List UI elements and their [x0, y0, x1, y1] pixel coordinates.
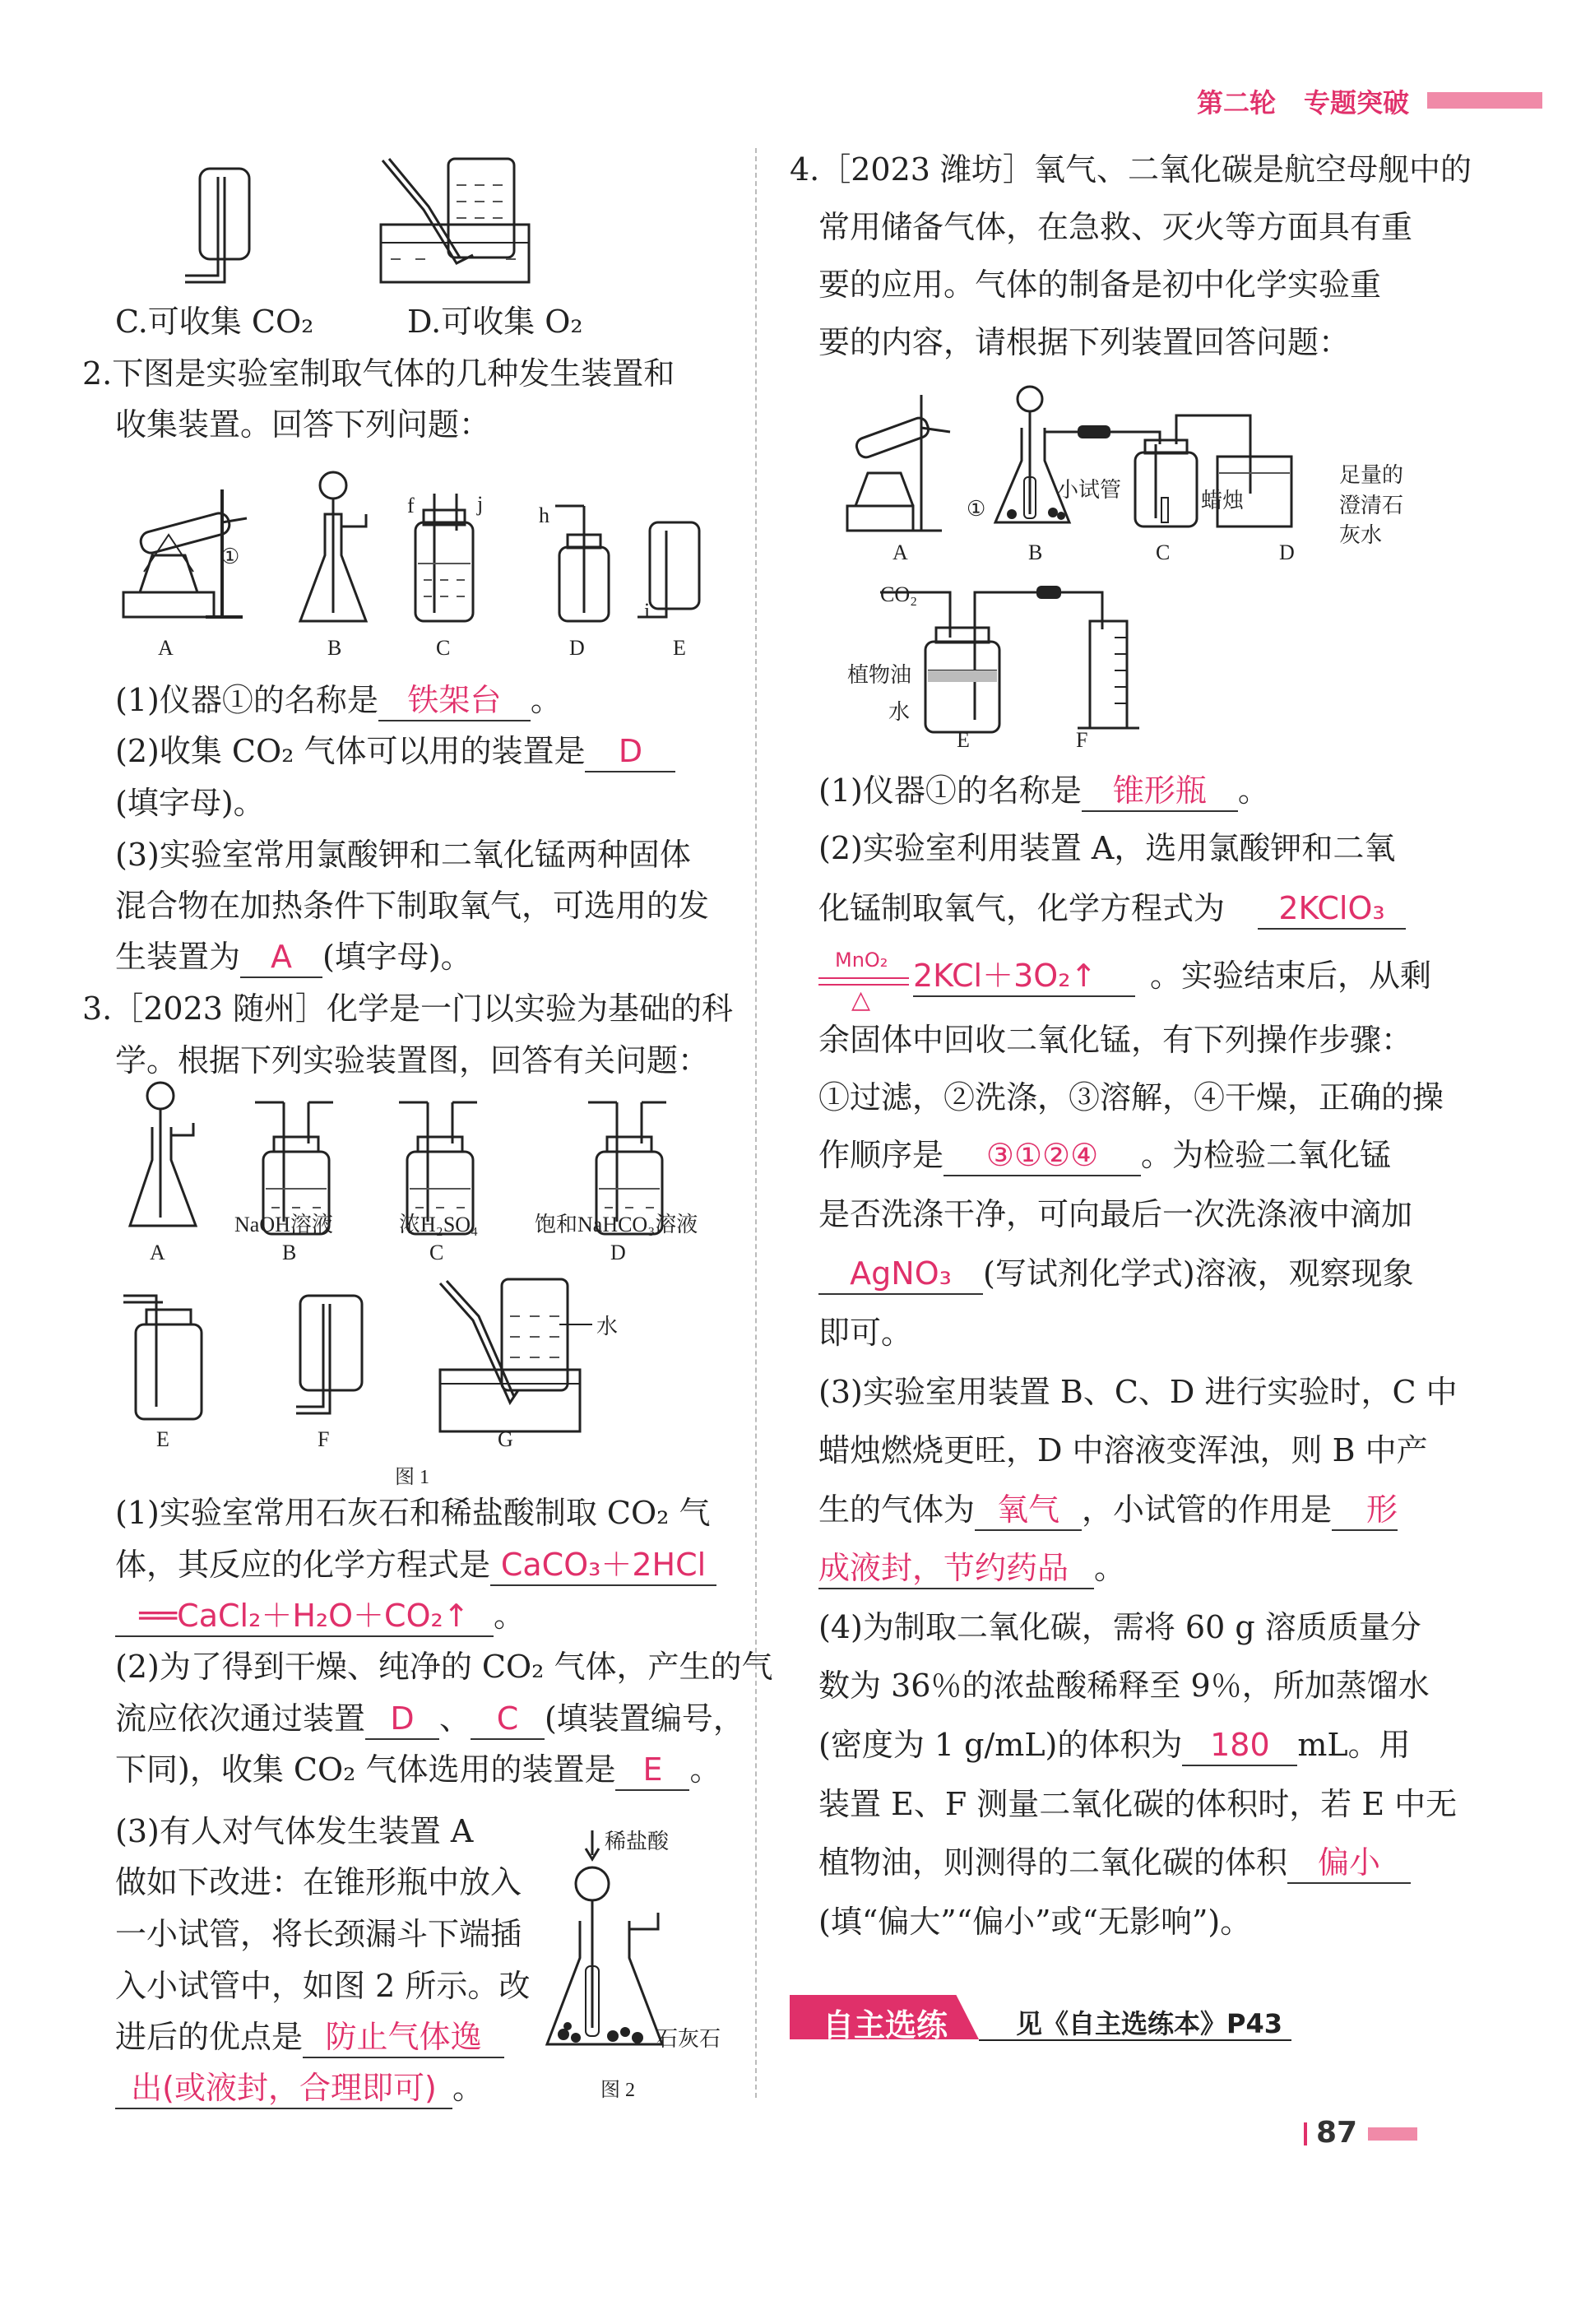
q3-part3-line4: 入小试管中，如图 2 所示。改: [115, 1968, 531, 2004]
q2-label-one: ①: [220, 545, 240, 568]
q2-apparatus-figure: [107, 457, 716, 666]
q3-p2-prefix: 流应依次通过装置: [115, 1700, 366, 1737]
q4-label-c: C: [1156, 540, 1171, 564]
q4-part-water: 水: [888, 700, 911, 724]
q4-part1: [818, 761, 1269, 820]
q4-part-oil: 植物油: [847, 663, 912, 687]
header-topic: 专题突破: [1304, 87, 1410, 118]
q2-part2-line2: (填字母)。: [115, 785, 265, 821]
q3-label-c: C: [429, 1241, 444, 1264]
q4-part2-line2: [818, 879, 1406, 938]
q4-stem-line2: 常用储备气体，在急救、灭火等方面具有重: [818, 209, 1413, 245]
q2-label-a: A: [158, 636, 174, 660]
page-number-tick: [1304, 2122, 1307, 2145]
q4-part3-line2: 蜡烛燃烧更旺，D 中溶液变浑浊，则 B 中产: [818, 1432, 1428, 1468]
q3-p2-suffix: (填装置编号，: [545, 1700, 744, 1737]
q3-label-g: G: [498, 1427, 513, 1451]
q3-p2-suffix-2: 。: [689, 1751, 721, 1788]
q4-p1-suffix: 。: [1237, 772, 1269, 809]
page-number-area: [1304, 2116, 1427, 2157]
q3-part2-line3: [115, 1740, 721, 1799]
q4-part-limewater-3: 灰水: [1339, 523, 1383, 547]
practice-underline: [979, 2039, 1291, 2041]
q3-label-b-bottle: NaOH溶液: [234, 1213, 333, 1236]
q4-p2-answer-4: AgNO₃: [818, 1254, 983, 1295]
q2-port-i: i: [644, 599, 651, 623]
q4-part3-line3: [818, 1480, 1398, 1539]
q4-part4-line6: (填“偏大”“偏小”或“无影响”)。: [818, 1904, 1252, 1940]
page-header: [1197, 82, 1542, 118]
q3-p1-prefix: 体，其反应的化学方程式是: [115, 1547, 491, 1583]
q2-stem-line2: 收集装置。回答下列问题：: [115, 406, 491, 443]
q4-part4-line3: [818, 1715, 1411, 1774]
q4-part4-line5: [818, 1833, 1411, 1892]
q4-p4-prefix-2: 植物油，则测得的二氧化碳的体积: [818, 1844, 1288, 1881]
q3-part2-line1: (2)为了得到干燥、纯净的 CO₂ 气体，产生的气: [115, 1649, 773, 1685]
q3-label-f: F: [318, 1427, 330, 1451]
q4-part2-line7: 是否洗涤干净，可向最后一次洗涤液中滴加: [818, 1196, 1413, 1232]
practice-reference[interactable]: 见《自主选练本》P43: [1016, 2008, 1282, 2039]
q2-port-f: f: [407, 494, 415, 517]
q3-p2-answer-2: C: [471, 1699, 545, 1740]
q4-label-e: E: [957, 728, 970, 752]
q4-label-b: B: [1028, 540, 1043, 564]
q4-p4-suffix: mL。用: [1297, 1727, 1411, 1763]
q4-part4-line2: 数为 36％的浓盐酸稀释至 9％，所加蒸馏水: [818, 1668, 1430, 1704]
q3-p1-answer-1: CaCO₃＋2HCl: [490, 1545, 716, 1586]
q4-p2-suffix: 。实验结束后，从剩: [1150, 958, 1432, 994]
q2-p3-prefix: 生装置为: [115, 939, 241, 975]
q2-p1-suffix: 。: [530, 682, 562, 718]
q4-p2-prefix: 化锰制取氧气，化学方程式为: [818, 890, 1226, 926]
q2-label-d: D: [569, 636, 585, 660]
q2-part3-line3: [115, 927, 472, 986]
q3-label-water: 水: [596, 1315, 619, 1338]
q4-p2-heat: △: [851, 986, 871, 1014]
q3-p1-answer-2: ══CaCl₂＋H₂O＋CO₂↑: [115, 1596, 494, 1637]
q2-p1-answer: 铁架台: [378, 680, 531, 721]
q4-part-limewater-2: 澄清石: [1339, 494, 1404, 517]
q4-part-small-tube: 小试管: [1057, 478, 1122, 502]
q4-label-d: D: [1279, 540, 1295, 564]
q3-figure-1: [123, 1078, 716, 1448]
q4-part2-line9: 即可。: [818, 1315, 913, 1351]
q2-port-j: j: [477, 492, 484, 516]
q4-part2-line4: 余固体中回收二氧化锰，有下列操作步骤：: [818, 1022, 1413, 1058]
q1-figure-d: [374, 152, 539, 292]
q4-part4-line4: 装置 E、F 测量二氧化碳的体积时，若 E 中无: [818, 1786, 1458, 1822]
q4-p2-answer-3: ③①②④: [944, 1135, 1141, 1176]
q3-label-b: B: [282, 1241, 297, 1264]
q3-part3-line1: (3)有人对气体发生装置 A: [115, 1813, 474, 1849]
q3-label-c-bottle: 浓H₂SO₄: [399, 1213, 479, 1236]
q3-p3-answer-1: 防止气体逸: [303, 2017, 504, 2058]
q4-part2-line3: [913, 946, 1431, 1005]
q4-stem-line1: 4.［2023 潍坊］氧气、二氧化碳是航空母舰中的: [790, 151, 1472, 188]
q4-stem-line3: 要的应用。气体的制备是初中化学实验重: [818, 267, 1382, 303]
q4-p4-answer-2: 偏小: [1287, 1843, 1411, 1884]
q3-p3-prefix: 进后的优点是: [115, 2019, 304, 2055]
q4-part-one: ①: [967, 497, 986, 521]
q3-stem-line2: 学。根据下列实验装置图，回答有关问题：: [115, 1042, 710, 1079]
q2-p2-prefix: (2)收集 CO₂ 气体可以用的装置是: [115, 733, 586, 769]
q4-p3-answer-2: 形: [1332, 1490, 1398, 1531]
page-number-bar: [1368, 2127, 1417, 2141]
q1-option-c: C.可收集 CO₂: [115, 304, 314, 340]
q3-p2-answer-1: D: [365, 1699, 439, 1740]
q2-p2-answer: D: [585, 731, 675, 772]
q2-port-h: h: [539, 503, 549, 527]
q4-label-a: A: [892, 540, 908, 564]
q4-part2-line5: ①过滤，②洗涤，③溶解，④干燥，正确的操: [818, 1079, 1444, 1116]
q2-p3-answer: A: [240, 937, 322, 978]
q4-p3-suffix: 。: [1094, 1550, 1126, 1586]
q3-part3-line3: 一小试管，将长颈漏斗下端插: [115, 1916, 522, 1952]
q1-figure-c: [177, 160, 267, 296]
q4-p2-suffix-2: 。为检验二氧化锰: [1141, 1137, 1392, 1173]
q4-part-co2: CO₂: [880, 582, 918, 606]
q4-p2-answer-2: 2KCl＋3O₂↑: [913, 956, 1135, 997]
page-number: 87: [1316, 2116, 1358, 2150]
q4-p3-answer-3: 成液封，节约药品: [818, 1548, 1094, 1589]
practice-tag-text: 自主选练: [823, 2007, 948, 2043]
q3-part1-line1: (1)实验室常用石灰石和稀盐酸制取 CO₂ 气: [115, 1495, 711, 1531]
fig2-caption: 图 2: [600, 2080, 635, 2101]
q4-part4-line1: (4)为制取二氧化碳，需将 60 g 溶质质量分: [818, 1609, 1421, 1645]
q2-label-e: E: [673, 636, 686, 660]
fig2-stone-label: 石灰石: [656, 2027, 721, 2051]
q4-p2-prefix-2: 作顺序是: [818, 1137, 944, 1173]
q4-stem-line4: 要的内容，请根据下列装置回答问题：: [818, 324, 1351, 360]
q4-p2-suffix-3: (写试剂化学式)溶液，观察现象: [983, 1255, 1414, 1292]
q4-p3-middle: ，小试管的作用是: [1082, 1491, 1333, 1528]
q4-part2-line6: [818, 1125, 1391, 1185]
q3-p3-suffix: 。: [452, 2070, 484, 2106]
q2-label-c: C: [436, 636, 451, 660]
q4-part3-line1: (3)实验室用装置 B、C、D 进行实验时，C 中: [818, 1374, 1458, 1410]
q1-option-d: D.可收集 O₂: [407, 304, 583, 340]
q4-p1-answer: 锥形瓶: [1082, 771, 1238, 812]
q4-part-limewater-1: 足量的: [1339, 463, 1404, 487]
q4-p3-answer-1: 氧气: [975, 1490, 1082, 1531]
column-divider: [755, 148, 757, 2098]
q4-p2-double-line: [818, 977, 909, 986]
q4-p2-answer-1: 2KClO₃: [1258, 888, 1406, 930]
q4-part-candle: 蜡烛: [1201, 489, 1245, 513]
q3-p2-separator: 、: [439, 1700, 471, 1737]
q4-label-f: F: [1076, 728, 1088, 752]
practice-banner: [790, 1995, 1324, 2041]
q4-p4-answer-1: 180: [1182, 1725, 1297, 1766]
q3-part3-line2: 做如下改进：在锥形瓶中放入: [115, 1864, 522, 1900]
q2-part3-line2: 混合物在加热条件下制取氧气，可选用的发: [115, 888, 710, 924]
q3-part3-line6: [115, 2058, 484, 2118]
q2-p3-suffix: (填字母)。: [322, 939, 472, 975]
q3-label-d-bottle: 饱和NaHCO₃溶液: [535, 1213, 698, 1236]
q2-p1-prefix: (1)仪器①的名称是: [115, 682, 378, 718]
q3-stem-line1: 3.［2023 随州］化学是一门以实验为基础的科: [82, 990, 734, 1027]
q3-p2-prefix-2: 下同)，收集 CO₂ 气体选用的装置是: [115, 1751, 616, 1788]
header-round: 第二轮: [1197, 87, 1277, 118]
q4-p4-prefix: (密度为 1 g/mL)的体积为: [818, 1727, 1183, 1763]
q3-p2-answer-3: E: [615, 1750, 689, 1791]
q2-part3-line1: (3)实验室常用氯酸钾和二氧化锰两种固体: [115, 837, 691, 873]
header-bar: [1427, 92, 1542, 109]
q2-label-b: B: [327, 636, 342, 660]
q3-figure1-caption: 图 1: [395, 1467, 429, 1488]
q4-p3-prefix: 生的气体为: [818, 1491, 976, 1528]
q3-label-e: E: [156, 1427, 169, 1451]
q4-apparatus-figure: [831, 383, 1431, 745]
q3-p3-answer-2: 出(或液封，合理即可): [115, 2068, 452, 2109]
q4-p2-catalyst: MnO₂: [835, 949, 888, 972]
q4-part3-line4: [818, 1538, 1125, 1598]
q2-stem-line1: 2.下图是实验室制取气体的几种发生装置和: [82, 355, 675, 392]
q3-p1-suffix: 。: [494, 1598, 526, 1634]
q4-part2-line1: (2)实验室利用装置 A，选用氯酸钾和二氧: [818, 830, 1396, 866]
q2-part2: [115, 721, 675, 781]
q3-label-d: D: [610, 1241, 626, 1264]
q3-label-a: A: [150, 1241, 165, 1264]
q4-part2-line8: [818, 1244, 1414, 1303]
q4-p1-prefix: (1)仪器①的名称是: [818, 772, 1082, 809]
fig2-acid-label: 稀盐酸: [605, 1830, 670, 1853]
